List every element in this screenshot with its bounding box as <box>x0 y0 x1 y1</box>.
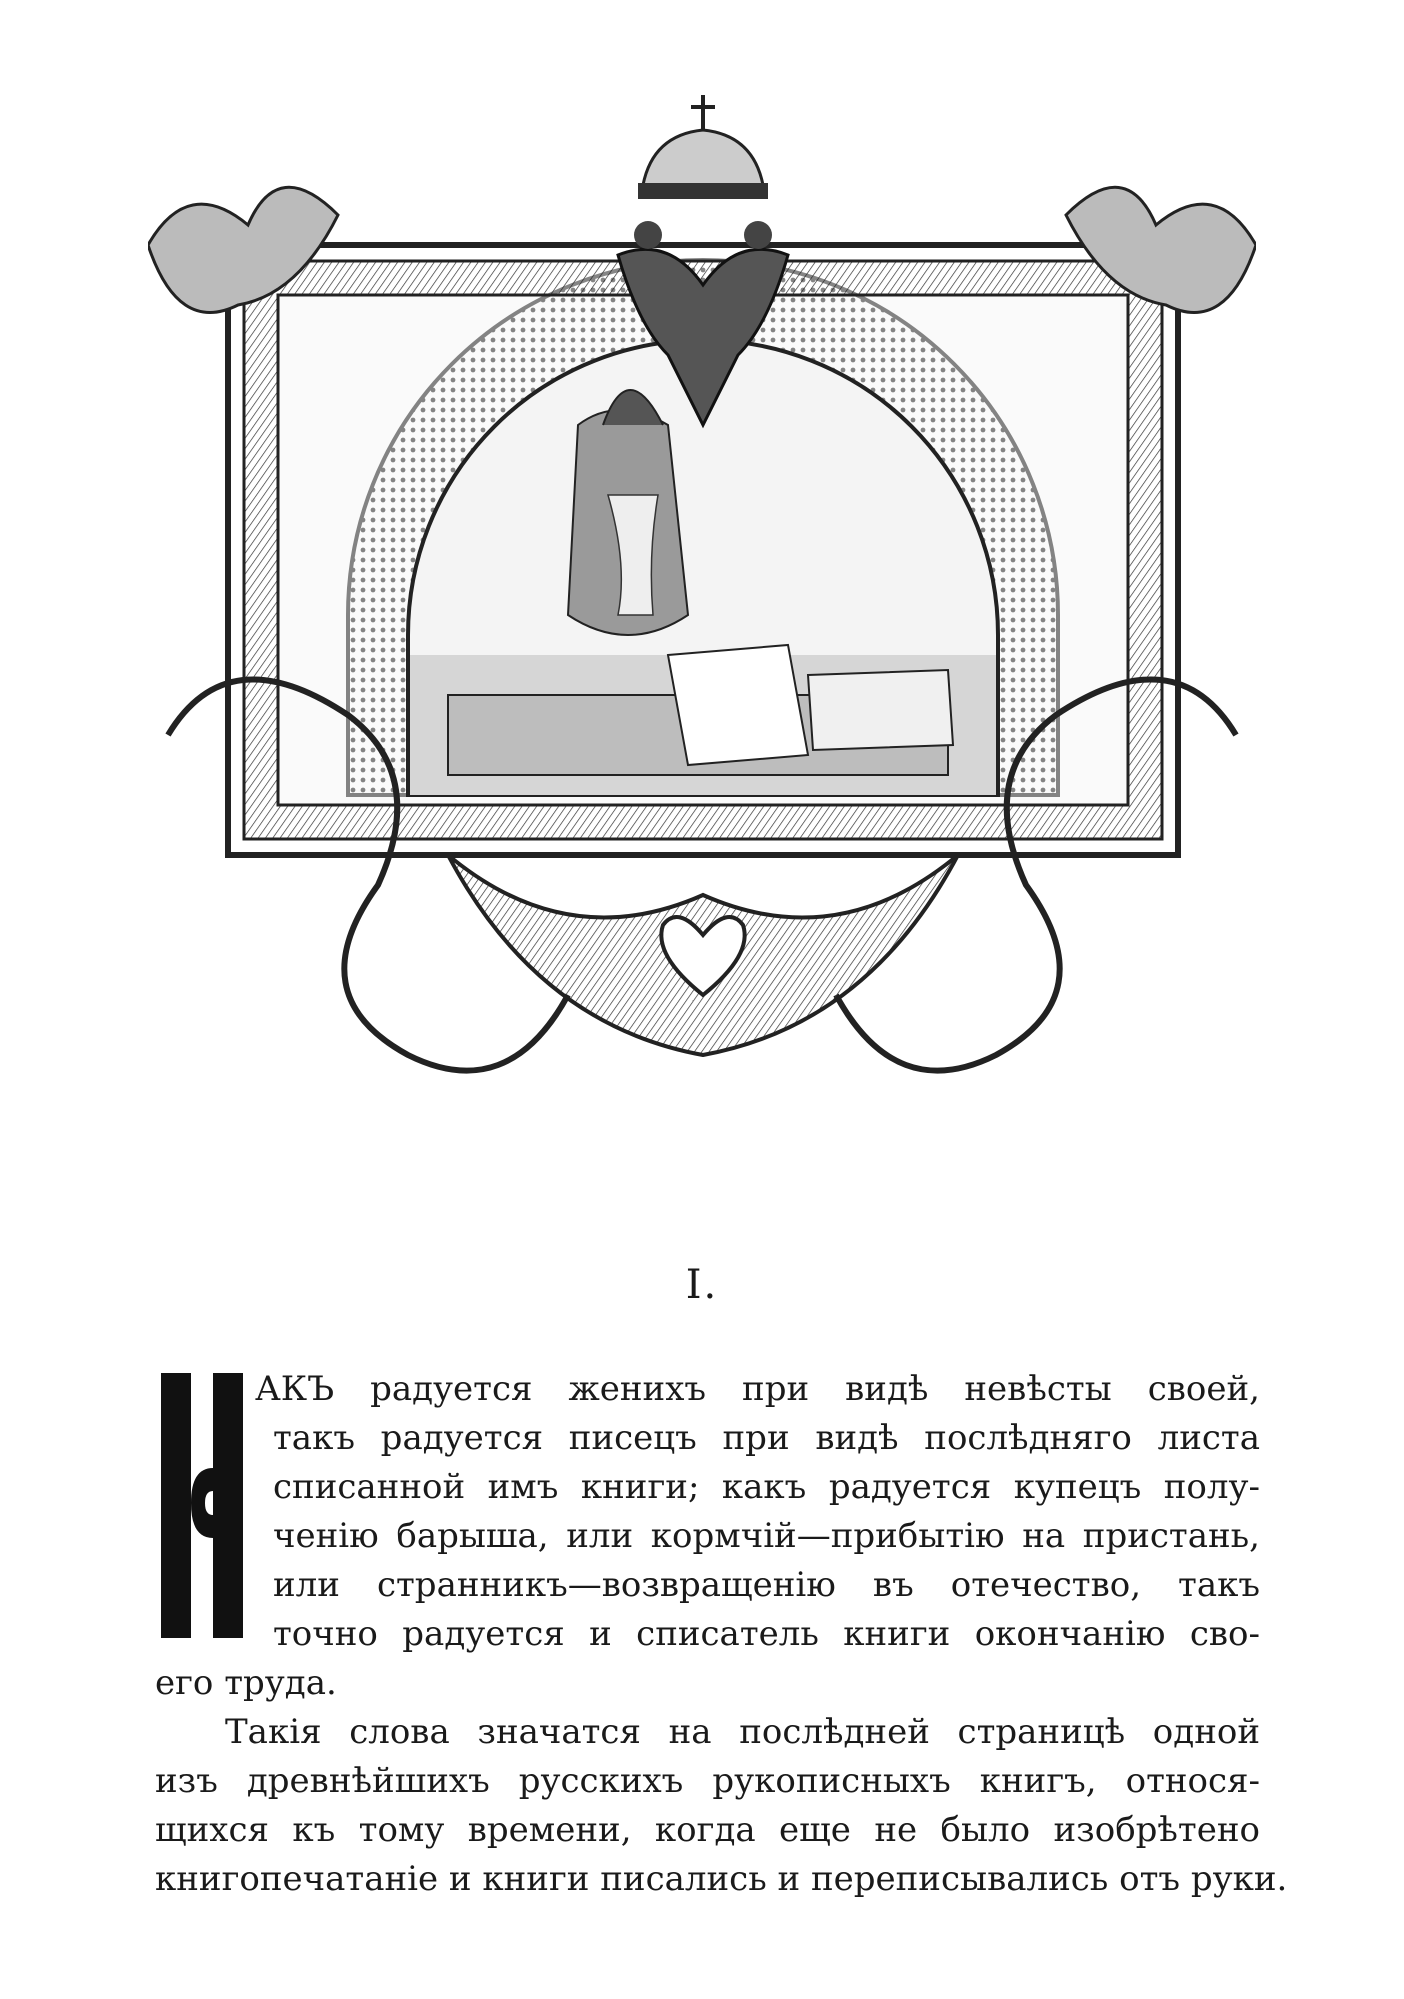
text-line: Такія слова значатся на послѣдней страницѣ одной <box>225 1712 1260 1752</box>
chapter-number: I. <box>685 1262 719 1308</box>
text-line: АКЪ радуется женихъ при видѣ невѣсты своей, <box>255 1369 1260 1409</box>
text-line: такъ радуется писецъ при видѣ послѣдняго листа <box>273 1418 1260 1458</box>
text-line: ченію барыша, или кормчій—прибытію на пристань, <box>273 1516 1260 1556</box>
scribe-frame-icon <box>148 95 1256 1155</box>
ornamental-illustration <box>148 95 1256 1155</box>
dropcap-k-icon <box>155 1373 243 1638</box>
dropcap-letter <box>155 1373 243 1638</box>
text-line: щихся къ тому времени, когда еще не было изобрѣтено <box>155 1810 1260 1850</box>
text-line: его труда. <box>155 1663 337 1703</box>
text-line: списанной имъ книги; какъ радуется купецъ полу- <box>273 1467 1260 1507</box>
text-line: или странникъ—возвращенію въ отечество, такъ <box>273 1565 1260 1605</box>
paragraph-1 <box>155 1365 1260 1708</box>
text-line: книгопечатаніе и книги писались и переписывались отъ руки. <box>155 1859 1288 1899</box>
paragraph-2 <box>155 1708 1288 1904</box>
text-line: изъ древнѣйшихъ русскихъ рукописныхъ книгъ, относя- <box>155 1761 1260 1801</box>
text-line: точно радуется и списатель книги окончанію сво- <box>273 1614 1260 1654</box>
body-text <box>155 1365 1288 1904</box>
